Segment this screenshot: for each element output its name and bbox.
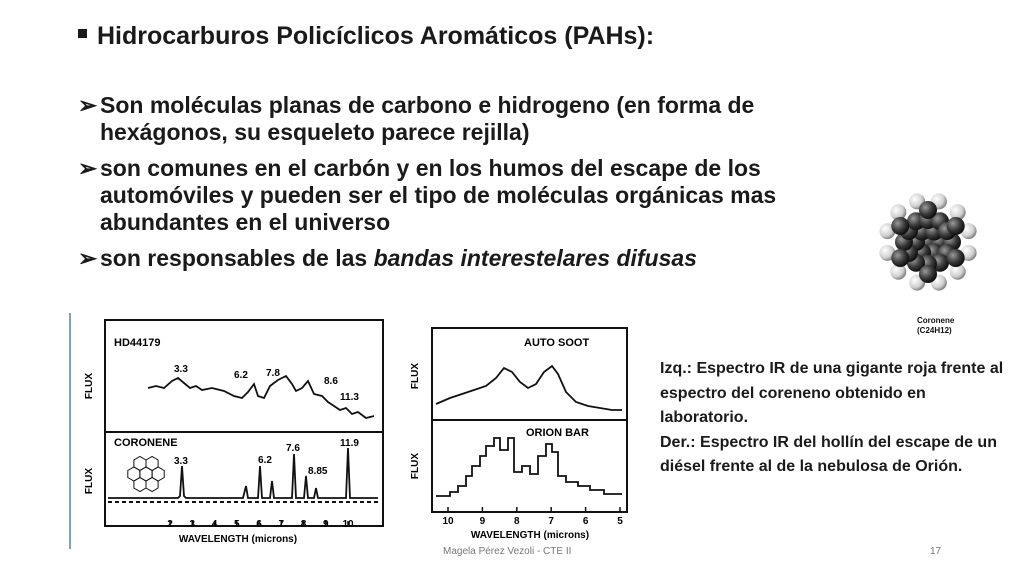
footer-author: Magela Pérez Vezoli - CTE II [443,546,572,557]
auto-soot-spectrum-line [436,366,622,410]
right-top-y-label: FLUX [410,362,421,390]
peak-label: 6.2 [258,455,272,466]
x-tick-label: 6 [256,519,262,530]
x-tick-label: 10 [442,516,454,527]
right-x-axis-label: WAVELENGTH (microns) [470,530,590,541]
bullet-list [78,92,878,281]
x-axis-ticks [167,519,354,530]
peak-label: 7.6 [286,443,300,454]
molecule-name: Coronene [917,316,955,325]
x-tick-label: 3 [189,519,196,530]
x-tick-label: 2 [167,519,173,530]
x-tick-label: 5 [617,516,623,527]
right-bottom-panel-label: ORION BAR [526,427,589,439]
right-spectrum-figure [400,326,632,542]
molecule-label [917,316,954,336]
peak-label: 8.6 [324,376,338,387]
peak-label: 3.3 [174,364,188,375]
x-tick-label: 10 [342,519,354,530]
carbon-atom [891,249,909,267]
peak-label: 11.3 [340,392,359,403]
bullet-text-emphasis: bandas interestelares difusas [373,245,697,271]
carbon-atom [919,201,937,219]
orion-bar-spectrum-line [436,438,622,496]
x-tick-label: 4 [211,519,218,530]
right-top-panel-label: AUTO SOOT [524,337,590,349]
left-bottom-y-label: FLUX [84,467,95,495]
caption-left: Izq.: Espectro IR de una gigante roja frente al espectro del coreneno obtenido en laboratorio. [660,360,1004,426]
carbon-atom [947,249,965,267]
x-tick-label: 6 [582,516,589,527]
hexagon-ring [134,457,146,471]
hexagon-ring [146,478,158,492]
x-axis-ticks [442,507,623,527]
x-tick-label: 7 [548,516,554,527]
coronene-structure-icon [128,457,164,492]
bullet-text: Son moléculas planas de carbono e hidrogeno (en forma de hexágonos, su esqueleto parece rejilla) [100,92,755,145]
arrow-bullet-icon: ➢ [78,245,98,271]
bullet-item [78,245,878,272]
peak-label: 3.3 [174,456,188,467]
carbon-atom [919,265,937,283]
peak-label: 7.8 [266,368,280,379]
carbon-atom [891,217,909,235]
hexagon-ring [134,478,146,492]
figure-caption [660,357,1005,480]
slide-title [78,22,654,51]
slide-title-text: Hidrocarburos Policíclicos Aromáticos (PAHs): [97,22,655,50]
bullet-text: son comunes en el carbón y en los humos del escape de los automóviles y pueden ser el tipo de moléculas orgánicas mas abundantes en el universo [100,155,777,235]
bullet-text: son responsables de las [100,245,374,271]
peak-label: 8.85 [308,466,328,477]
x-tick-label: 7 [278,519,285,530]
coronene-molecule-image [878,192,978,292]
molecule-formula: (C24H12) [917,326,952,335]
x-tick-label: 8 [514,516,520,527]
bullet-item [78,92,878,146]
x-tick-label: 9 [322,519,329,530]
left-x-axis-label: WAVELENGTH (microns) [178,534,298,545]
left-top-panel-label: HD44179 [114,337,161,349]
left-spectrum-figure [78,316,388,546]
x-tick-label: 9 [479,516,486,527]
left-top-y-label: FLUX [84,372,95,400]
square-bullet-icon [78,29,87,38]
caption-right: Der.: Espectro IR del hollín del escape de un diésel frente al de la nebulosa de Orión. [660,433,997,475]
bullet-item [78,155,878,236]
arrow-bullet-icon: ➢ [78,155,98,181]
carbon-atom [947,217,965,235]
right-bottom-y-label: FLUX [410,452,421,480]
x-tick-label: 8 [300,519,307,530]
left-accent-line [69,313,71,549]
peak-label: 11.9 [340,438,359,449]
x-tick-label: 5 [233,519,240,530]
coronene-spectrum-line [108,448,378,498]
left-bottom-panel-label: CORONENE [114,437,178,449]
peak-label: 6.2 [234,370,248,381]
hexagon-ring [146,457,158,471]
slide-number: 17 [930,546,942,557]
arrow-bullet-icon: ➢ [78,92,98,118]
